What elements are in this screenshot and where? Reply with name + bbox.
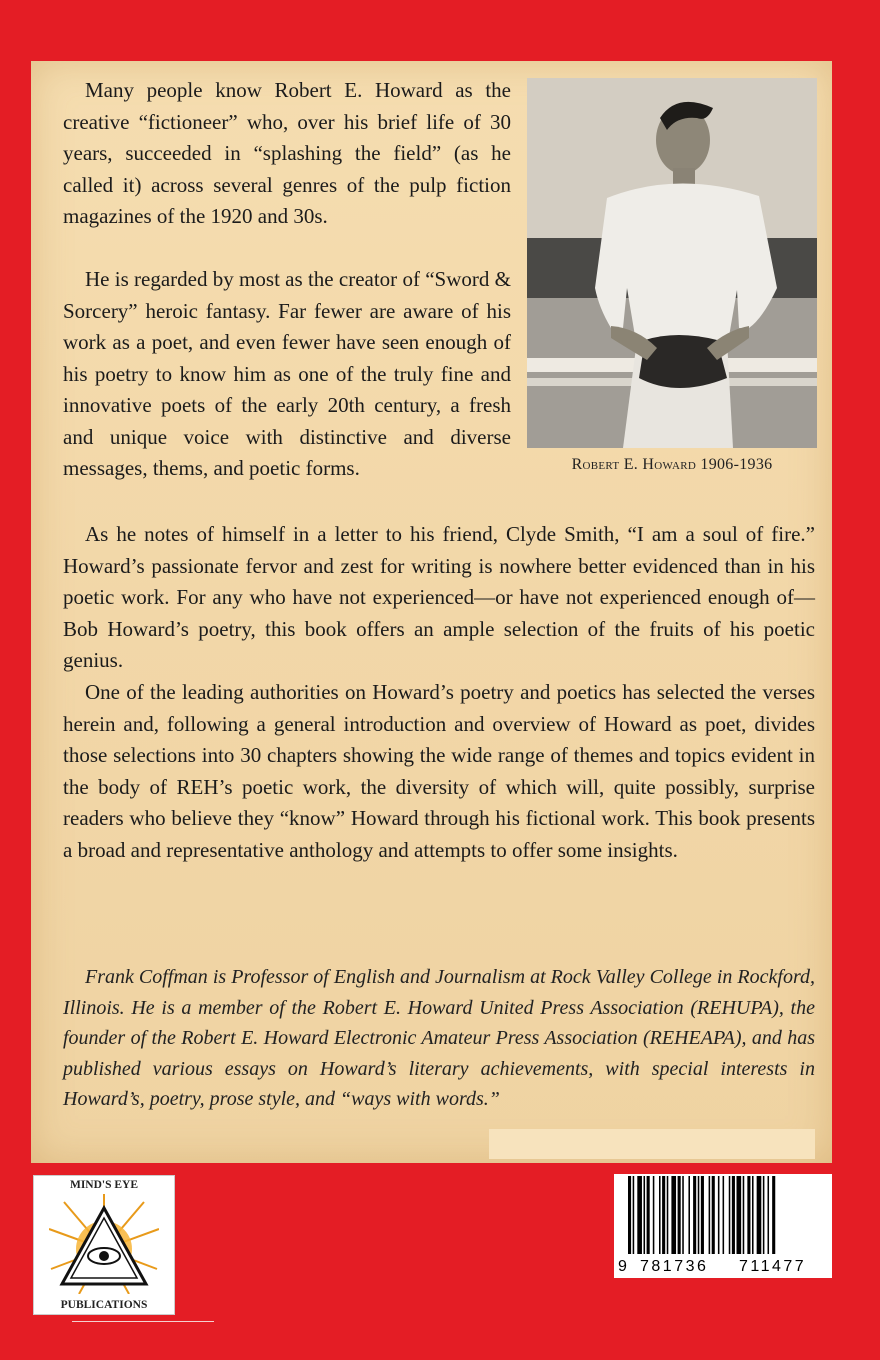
all-seeing-eye-icon xyxy=(49,1194,159,1294)
publisher-name-bottom: PUBLICATIONS xyxy=(60,1299,148,1311)
barcode-blank-area xyxy=(489,1129,815,1159)
barcode-bar xyxy=(628,1176,631,1254)
barcode-bar xyxy=(647,1176,650,1254)
barcode-bar xyxy=(653,1176,655,1254)
text-panel xyxy=(31,61,832,1163)
barcode-bar xyxy=(752,1176,754,1254)
author-photo xyxy=(527,78,817,448)
barcode-bar xyxy=(723,1176,725,1254)
barcode-bar xyxy=(662,1176,665,1254)
photo-caption: Robert E. Howard 1906-1936 xyxy=(571,456,773,473)
barcode-bar xyxy=(688,1176,690,1254)
barcode-bar xyxy=(747,1176,750,1254)
barcode-digits-right: 711477 xyxy=(739,1258,807,1275)
barcode-bar xyxy=(729,1176,731,1254)
barcode-bar xyxy=(737,1176,742,1254)
barcode-digit-first: 9 xyxy=(618,1258,627,1275)
barcode-bar xyxy=(682,1176,684,1254)
publisher-name-top: MIND'S EYE xyxy=(69,1179,139,1191)
barcode-bar xyxy=(712,1176,715,1254)
barcode-bar xyxy=(763,1176,765,1254)
barcode-digits-left: 781736 xyxy=(640,1258,709,1275)
barcode-digits xyxy=(614,1256,832,1278)
intro-paragraph-2: He is regarded by most as the creator of “Sword & Sorcery” heroic fantasy. Far fewer are aware of his work as a poet, and even fewer have seen enough of his poetry to know him as one of the truly fine and innovative poets of the early 20th century, a fresh and unique voice with distinctive and diverse messages, thems, and poetic forms. xyxy=(63,267,511,480)
barcode-bar xyxy=(757,1176,762,1254)
barcode-bar xyxy=(671,1176,676,1254)
barcode-bar xyxy=(732,1176,735,1254)
barcode-bar xyxy=(678,1176,681,1254)
publisher-logo xyxy=(33,1175,175,1315)
isbn-barcode xyxy=(614,1174,832,1278)
barcode-bar xyxy=(667,1176,669,1254)
intro-paragraph-4: One of the leading authorities on Howard’s poetry and poetics has selected the verses herein and, following a general introduction and overview of Howard as poet, divides those selections into 30 chapters showing the wide range of themes and topics evident in the body of REH’s poetic work, the diversity of which will, quite possibly, surprise readers who believe they “know” Howard through his fictional work. This book presents a broad and representative anthology and attempts to offer some insights. xyxy=(63,680,815,862)
barcode-bar xyxy=(701,1176,704,1254)
barcode-bar xyxy=(772,1176,775,1254)
trim-line xyxy=(72,1321,214,1322)
barcode-bar xyxy=(637,1176,642,1254)
intro-paragraph-1: Many people know Robert E. Howard as the creative “fictioneer” who, over his brief life of 30 years, succeeded in “splashing the field” (as he called it) across several genres of the pulp fiction magazines of the 1920 and 30s. xyxy=(63,78,511,228)
barcode-bar xyxy=(644,1176,646,1254)
barcode-bar xyxy=(709,1176,711,1254)
barcode-bar xyxy=(698,1176,700,1254)
intro-paragraph-3: As he notes of himself in a letter to his friend, Clyde Smith, “I am a soul of fire.” Howard’s passionate fervor and zest for writing is nowhere better evidenced than in his poetic work. For any who have not experienced—or have not experienced enough of—Bob Howard’s poetry, this book offers an ample selection of the fruits of his poetic genius. xyxy=(63,522,815,672)
barcode-bar xyxy=(743,1176,745,1254)
barcode-bar xyxy=(633,1176,635,1254)
barcode-bar xyxy=(659,1176,661,1254)
barcode-bar xyxy=(718,1176,720,1254)
barcode-bar xyxy=(768,1176,770,1254)
author-bio: Frank Coffman is Professor of English and Journalism at Rock Valley College in Rockford, Illinois. He is a member of the Robert E. Howard United Press Association (REHUPA), the founder of the Robert E. Howard Electronic Amateur Press Association (REHEAPA), and has published various essays on Howard’s literary achievements, with special interests in Howard’s, poetry, prose style, and “ways with words.” xyxy=(63,966,815,1110)
barcode-bar xyxy=(693,1176,696,1254)
